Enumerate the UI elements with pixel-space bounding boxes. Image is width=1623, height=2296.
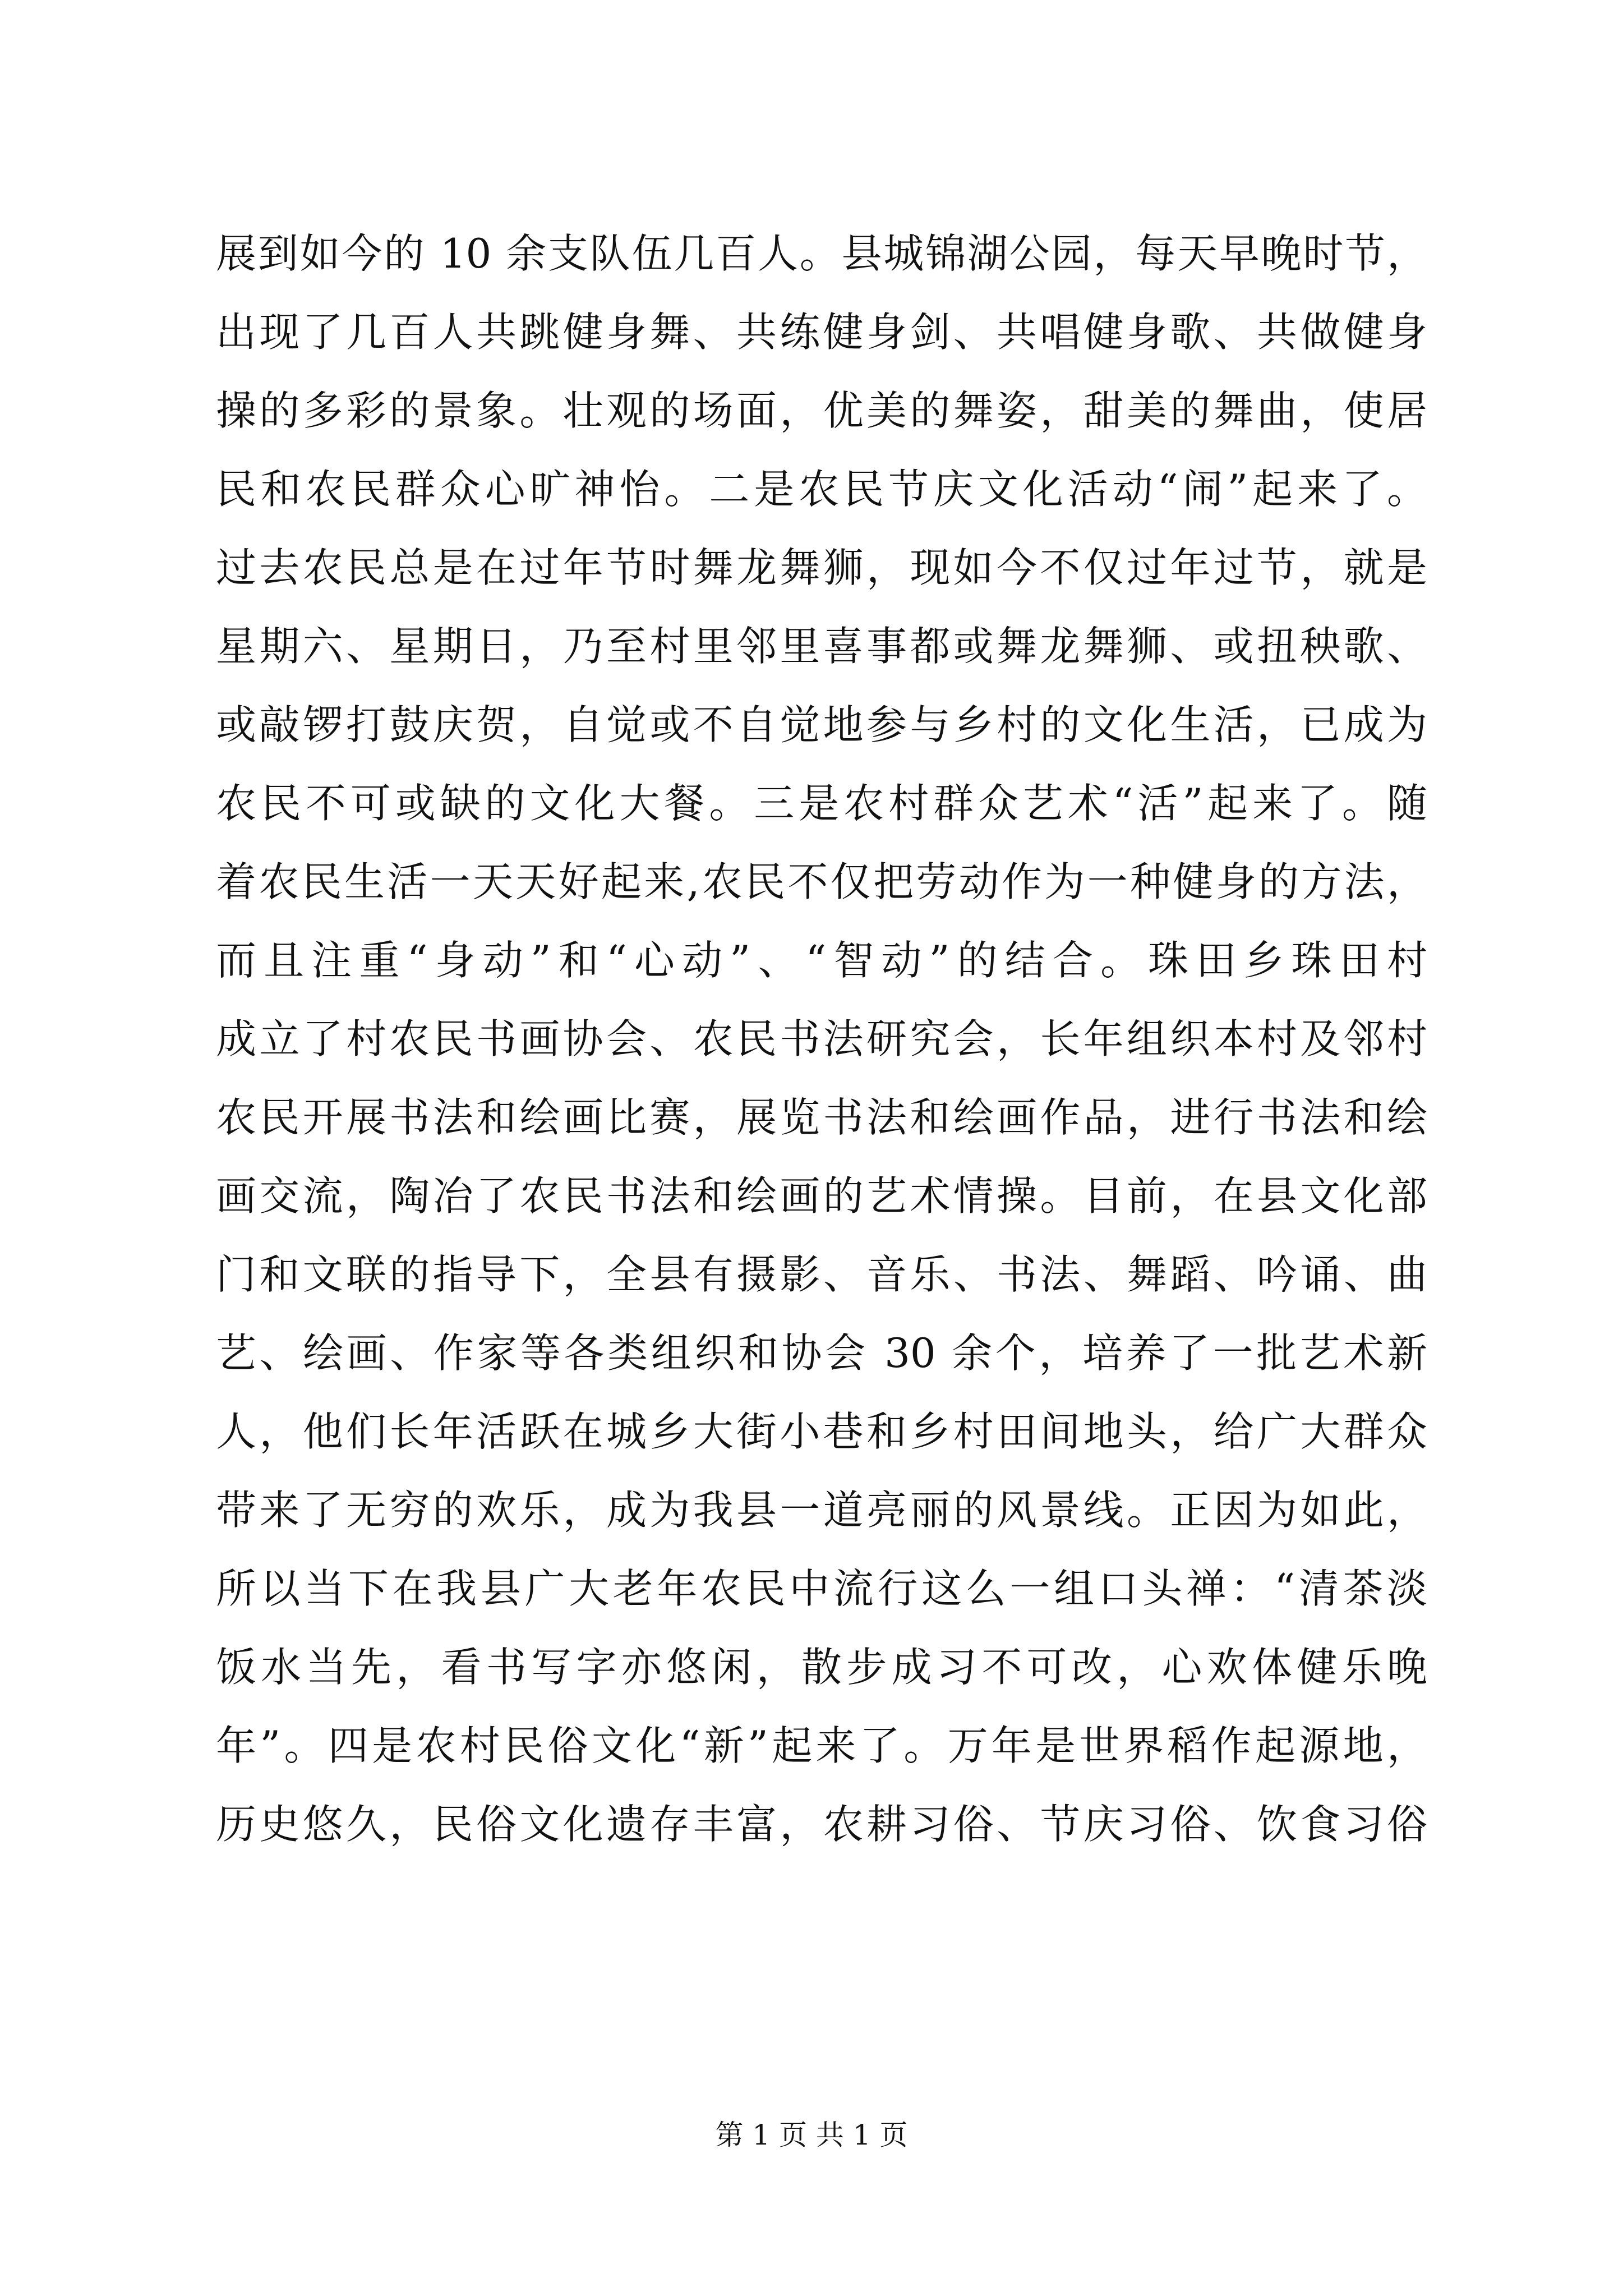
text-line: 展到如今的 10 余支队伍几百人。县城锦湖公园，每天早晚时节， [216,230,1427,277]
text-line: 年”。四是农村民俗文化“新”起来了。万年是世界稻作起源地， [216,1722,1427,1769]
text-line: 操的多彩的景象。壮观的场面，优美的舞姿，甜美的舞曲，使居 [216,387,1427,434]
text-line: 艺、绘画、作家等各类组织和协会 30 余个，培养了一批艺术新 [216,1329,1427,1377]
text-line: 出现了几百人共跳健身舞、共练健身剑、共唱健身歌、共做健身 [216,309,1427,356]
text-line: 饭水当先，看书写字亦悠闲，散步成习不可改，心欢体健乐晚 [216,1644,1427,1691]
text-line: 而且注重“身动”和“心动”、“智动”的结合。珠田乡珠田村 [216,937,1427,984]
text-line: 人，他们长年活跃在城乡大街小巷和乡村田间地头，给广大群众 [216,1408,1427,1455]
text-line: 农民开展书法和绘画比赛，展览书法和绘画作品，进行书法和绘 [216,1094,1427,1141]
text-line: 成立了村农民书画协会、农民书法研究会，长年组织本村及邻村 [216,1015,1427,1062]
page-footer: 第 1 页 共 1 页 [715,2119,908,2151]
text-line: 民和农民群众心旷神怡。二是农民节庆文化活动“闹”起来了。 [216,466,1427,513]
text-line: 所以当下在我县广大老年农民中流行这么一组口头禅：“清茶淡 [216,1565,1427,1612]
text-line: 带来了无穷的欢乐，成为我县一道亮丽的风景线。正因为如此， [216,1487,1427,1534]
text-line: 星期六、星期日，乃至村里邻里喜事都或舞龙舞狮、或扭秧歌、 [216,623,1427,670]
text-line: 画交流，陶冶了农民书法和绘画的艺术情操。目前，在县文化部 [216,1172,1427,1220]
text-line: 过去农民总是在过年节时舞龙舞狮，现如今不仅过年过节，就是 [216,544,1427,591]
text-line: 或敲锣打鼓庆贺，自觉或不自觉地参与乡村的文化生活，已成为 [216,701,1427,748]
text-line: 农民不可或缺的文化大餐。三是农村群众艺术“活”起来了。随 [216,780,1427,827]
text-line: 着农民生活一天天好起来,农民不仅把劳动作为一种健身的方法， [216,858,1427,905]
text-line: 门和文联的指导下，全县有摄影、音乐、书法、舞蹈、吟诵、曲 [216,1251,1427,1298]
body-text [216,214,1427,1864]
text-line: 历史悠久，民俗文化遗存丰富，农耕习俗、节庆习俗、饮食习俗 [216,1801,1427,1848]
